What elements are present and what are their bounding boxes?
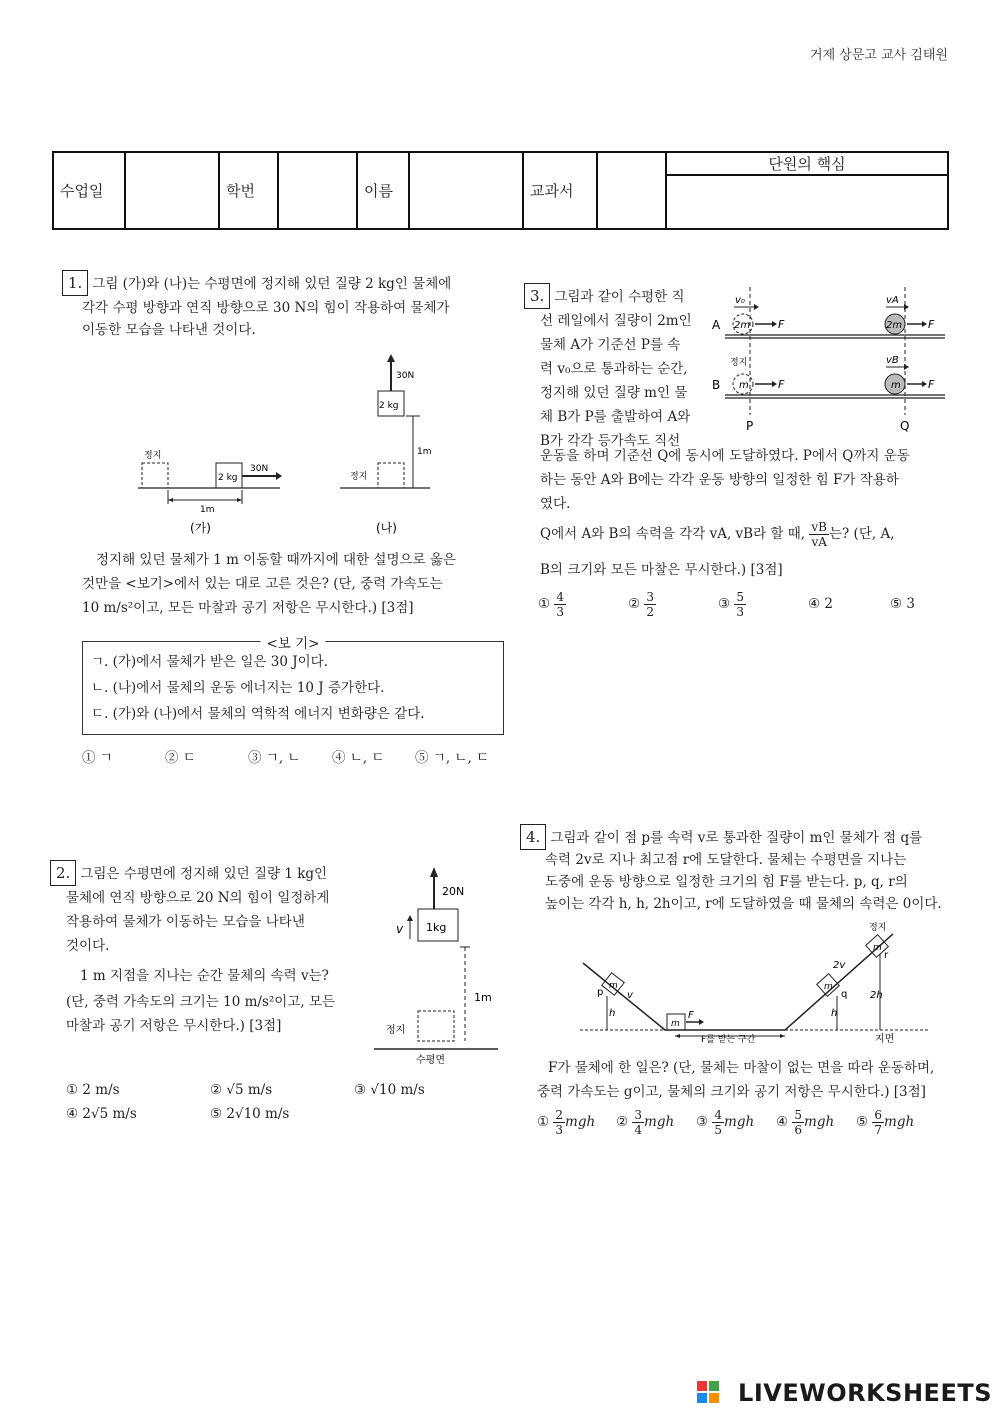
q1-bogi-item-1: ㄱ. (가)에서 물체가 받은 일은 30 J이다. bbox=[91, 654, 328, 670]
liveworksheets-logo-icon bbox=[697, 1381, 719, 1403]
author-header: 거제 상문고 교사 김태원 bbox=[810, 48, 948, 63]
q1-choice-4[interactable]: ④ ㄴ, ㄷ bbox=[332, 750, 385, 766]
q3-b-force-initial: F bbox=[778, 378, 785, 391]
q3-text-line5: 정지해 있던 질량 m인 물 bbox=[540, 385, 688, 401]
q1b-force-label: 30N bbox=[396, 371, 415, 381]
q1-choice-1[interactable]: ① ㄱ bbox=[82, 750, 113, 766]
q2-v-label: v bbox=[396, 922, 404, 936]
q1-choice-2[interactable]: ② ㄷ bbox=[165, 750, 196, 766]
q3-number: 3. bbox=[524, 283, 550, 309]
q2-text-line4: 것이다. bbox=[66, 938, 110, 954]
q3-text-line2: 선 레일에서 질량이 2m인 bbox=[540, 313, 692, 329]
q4-h-right: h bbox=[831, 1008, 838, 1019]
q2-force-label: 20N bbox=[442, 885, 465, 898]
q2-choice-2[interactable]: ② √5 m/s bbox=[210, 1082, 273, 1098]
q4-r-label: r bbox=[884, 950, 889, 961]
q4-m-flat: m bbox=[671, 1019, 680, 1029]
q1b-caption: (나) bbox=[376, 521, 397, 535]
q2-text-line3: 작용하여 물체가 이동하는 모습을 나타낸 bbox=[66, 914, 305, 930]
q2-choice-1[interactable]: ① 2 m/s bbox=[66, 1082, 120, 1098]
q1-choice-5[interactable]: ⑤ ㄱ, ㄴ, ㄷ bbox=[415, 750, 490, 766]
q3-label-a: A bbox=[712, 318, 721, 332]
q4-choice-1[interactable]: ① $\frac{2}{3}$ mgh bbox=[537, 1108, 596, 1137]
q4-text-line4: 높이는 각각 h, h, 2h이고, r에 도달하였을 때 물체의 속력은 0이다. bbox=[545, 896, 942, 912]
q1-ask-line2: 것만을 <보기>에서 있는 대로 고른 것은? (단, 중력 가속도는 bbox=[82, 576, 443, 592]
q1-bogi-item-2: ㄴ. (나)에서 물체의 운동 에너지는 10 J 증가한다. bbox=[91, 680, 385, 696]
q3-choice-3[interactable]: ③ $\frac{5}{3}$ bbox=[718, 590, 745, 619]
liveworksheets-brand[interactable]: LIVEWORKSHEETS bbox=[738, 1379, 992, 1407]
q3-choice-5[interactable]: ⑤ 3 bbox=[890, 596, 915, 612]
class-date-field[interactable] bbox=[125, 152, 219, 229]
q3-cont-line1: 운동을 하며 기준선 Q에 동시에 도달하였다. P에서 Q까지 운동 bbox=[540, 448, 910, 464]
student-id-field[interactable] bbox=[278, 152, 357, 229]
q1a-rest-label: 정지 bbox=[144, 451, 162, 461]
q3-text-line1: 3. 그림과 같이 수평한 직 bbox=[524, 283, 685, 309]
class-date-label: 수업일 bbox=[53, 152, 125, 229]
q4-rest-label: 정지 bbox=[869, 923, 887, 933]
q4-h-left: h bbox=[609, 1008, 616, 1019]
q4-choice-2[interactable]: ② $\frac{3}{4}$ mgh bbox=[616, 1108, 675, 1137]
q1-text-line2: 각각 수평 방향과 연직 방향으로 30 N의 힘이 작용하여 물체가 bbox=[82, 300, 450, 316]
q4-v-label: v bbox=[627, 990, 633, 1001]
q3-a-force-initial: F bbox=[778, 318, 785, 331]
q4-m-r: m bbox=[873, 943, 882, 953]
q3-rest-label: 정지 bbox=[730, 358, 748, 368]
q4-m-p: m bbox=[609, 981, 618, 991]
q3-text-line6: 체 B가 P를 출발하여 A와 bbox=[540, 409, 691, 425]
q3-b-mass-initial: m bbox=[739, 380, 749, 391]
q4-2v-label: 2v bbox=[833, 960, 846, 971]
q3-cont-line2: 하는 동안 A와 B에는 각각 운동 방향의 일정한 힘 F가 작용하 bbox=[540, 472, 899, 488]
q3-q-label: Q bbox=[900, 419, 910, 433]
q4-choice-4[interactable]: ④ $\frac{5}{6}$ mgh bbox=[776, 1108, 835, 1137]
q1-choice-3[interactable]: ③ ㄱ, ㄴ bbox=[248, 750, 301, 766]
q1-text-line1: 1. 그림 (가)와 (나)는 수평면에 정지해 있던 질량 2 kg인 물체에 bbox=[62, 270, 451, 296]
textbook-label: 교과서 bbox=[523, 152, 597, 229]
q1-bogi-item-3: ㄷ. (가)와 (나)에서 물체의 역학적 에너지 변화량은 같다. bbox=[91, 706, 425, 722]
textbook-field[interactable] bbox=[597, 152, 666, 229]
q1a-mass-label: 2 kg bbox=[218, 473, 238, 483]
q3-v0-label: v₀ bbox=[735, 295, 745, 306]
q2-choice-3[interactable]: ③ √10 m/s bbox=[354, 1082, 425, 1098]
q1a-force-label: 30N bbox=[250, 464, 269, 474]
q2-dist-label: 1m bbox=[474, 991, 492, 1004]
q3-choice-1[interactable]: ① $\frac{4}{3}$ bbox=[538, 590, 565, 619]
q2-ask-line3: 마찰과 공기 저항은 무시한다.) [3점] bbox=[66, 1018, 282, 1034]
q2-rest-label: 정지 bbox=[386, 1025, 406, 1036]
q2-mass-label: 1kg bbox=[426, 921, 447, 934]
q2-text-line1: 2. 그림은 수평면에 정지해 있던 질량 1 kg인 bbox=[50, 860, 327, 886]
q4-number: 4. bbox=[520, 824, 546, 850]
q1b-rest-box bbox=[378, 463, 404, 488]
q4-text-line3: 도중에 운동 방향으로 일정한 크기의 힘 F를 받는다. p, q, r의 bbox=[545, 874, 908, 890]
q3-choice-4[interactable]: ④ 2 bbox=[808, 596, 833, 612]
student-id-label: 학번 bbox=[219, 152, 278, 229]
q3-text-line4: 력 v₀으로 통과하는 순간, bbox=[540, 361, 688, 377]
q1-number: 1. bbox=[62, 270, 88, 296]
q4-2h-label: 2h bbox=[870, 990, 883, 1001]
q1b-mass-label: 2 kg bbox=[379, 401, 399, 411]
q3-a-force-final: F bbox=[928, 318, 935, 331]
q3-p-label: P bbox=[746, 419, 754, 433]
q2-ground-label: 수평면 bbox=[416, 1055, 445, 1066]
q4-text-line1: 4. 그림과 같이 점 p를 속력 v로 통과한 질량이 m인 물체가 점 q를 bbox=[520, 824, 922, 850]
q3-a-mass-final: 2m bbox=[886, 320, 903, 331]
q3-text-line7: B가 각각 등가속도 직선 bbox=[540, 433, 681, 449]
q3-ask-fraction: $\frac{vB}{vA}$ bbox=[811, 520, 827, 549]
q4-ask-line2: 중력 가속도는 g이고, 물체의 크기와 공기 저항은 무시한다.) [3점] bbox=[537, 1084, 926, 1100]
q3-choice-2[interactable]: ② $\frac{3}{2}$ bbox=[628, 590, 655, 619]
q2-rest-box bbox=[418, 1011, 454, 1041]
q4-ask-line1: F가 물체에 한 일은? (단, 물체는 마찰이 없는 면을 따라 운동하며, bbox=[548, 1060, 935, 1076]
q4-text-line2: 속력 2v로 지나 최고점 r에 도달한다. 물체는 수평면을 지나는 bbox=[545, 852, 907, 868]
q2-choice-4[interactable]: ④ 2√5 m/s bbox=[66, 1106, 137, 1122]
q4-choice-3[interactable]: ③ $\frac{4}{5}$ mgh bbox=[696, 1108, 755, 1137]
q1-ask-line3: 10 m/s²이고, 모든 마찰과 공기 저항은 무시한다.) [3점] bbox=[82, 600, 414, 616]
unit-core-field[interactable] bbox=[666, 175, 948, 229]
q2-figure bbox=[370, 855, 510, 1070]
name-label: 이름 bbox=[357, 152, 409, 229]
q2-number: 2. bbox=[50, 860, 76, 886]
q4-p-label: p bbox=[597, 987, 604, 998]
q4-figure bbox=[575, 918, 935, 1048]
q1a-dist-label: 1m bbox=[200, 505, 215, 515]
q4-q-label: q bbox=[841, 989, 848, 1000]
q4-choice-5[interactable]: ⑤ $\frac{6}{7}$ mgh bbox=[856, 1108, 915, 1137]
q3-vb-label: vB bbox=[886, 355, 899, 366]
q1-ask-line1: 정지해 있던 물체가 1 m 이동할 때까지에 대한 설명으로 옳은 bbox=[96, 552, 456, 568]
q1a-rest-box bbox=[142, 463, 168, 488]
q2-text-line2: 물체에 연직 방향으로 20 N의 힘이 일정하게 bbox=[66, 890, 330, 906]
q4-f-arrow-label: F bbox=[688, 1010, 694, 1021]
q3-ask-line1: Q에서 A와 B의 속력을 각각 vA, vB라 할 때, $\frac{vB}{vA}$ 는? (단, A, bbox=[540, 520, 895, 549]
q3-va-label: vA bbox=[886, 295, 899, 306]
q1a-caption: (가) bbox=[190, 521, 211, 535]
q4-m-q: m bbox=[824, 982, 833, 992]
name-field[interactable] bbox=[409, 152, 523, 229]
q1b-dist-label: 1m bbox=[417, 447, 432, 457]
q3-label-b: B bbox=[712, 378, 721, 392]
q3-b-mass-final: m bbox=[891, 380, 901, 391]
q2-ask-line2: (단, 중력 가속도의 크기는 10 m/s²이고, 모든 bbox=[66, 994, 336, 1010]
q1-figure bbox=[130, 350, 470, 540]
q1-bogi-box bbox=[82, 636, 504, 735]
q3-cont-line3: 였다. bbox=[540, 496, 571, 512]
q3-a-mass-initial: 2m bbox=[734, 320, 751, 331]
q1-bogi-title: <보 기> bbox=[261, 632, 326, 652]
unit-core-label: 단원의 핵심 bbox=[666, 152, 948, 175]
q1-text-line3: 이동한 모습을 나타낸 것이다. bbox=[82, 322, 256, 338]
q3-ask-line2: B의 크기와 모든 마찰은 무시한다.) [3점] bbox=[540, 562, 783, 578]
info-table bbox=[52, 151, 949, 230]
q2-choice-5[interactable]: ⑤ 2√10 m/s bbox=[210, 1106, 290, 1122]
q3-text-line3: 물체 A가 기준선 P를 속 bbox=[540, 337, 681, 353]
q4-ground-label: 지면 bbox=[875, 1034, 895, 1045]
q1b-rest-label: 정지 bbox=[350, 472, 368, 482]
q3-b-force-final: F bbox=[928, 378, 935, 391]
q4-zone-label: F를 받는 구간 bbox=[701, 1035, 756, 1045]
q2-ask-line1: 1 m 지점을 지나는 순간 물체의 속력 v는? bbox=[80, 968, 329, 984]
q3-figure bbox=[710, 285, 950, 445]
